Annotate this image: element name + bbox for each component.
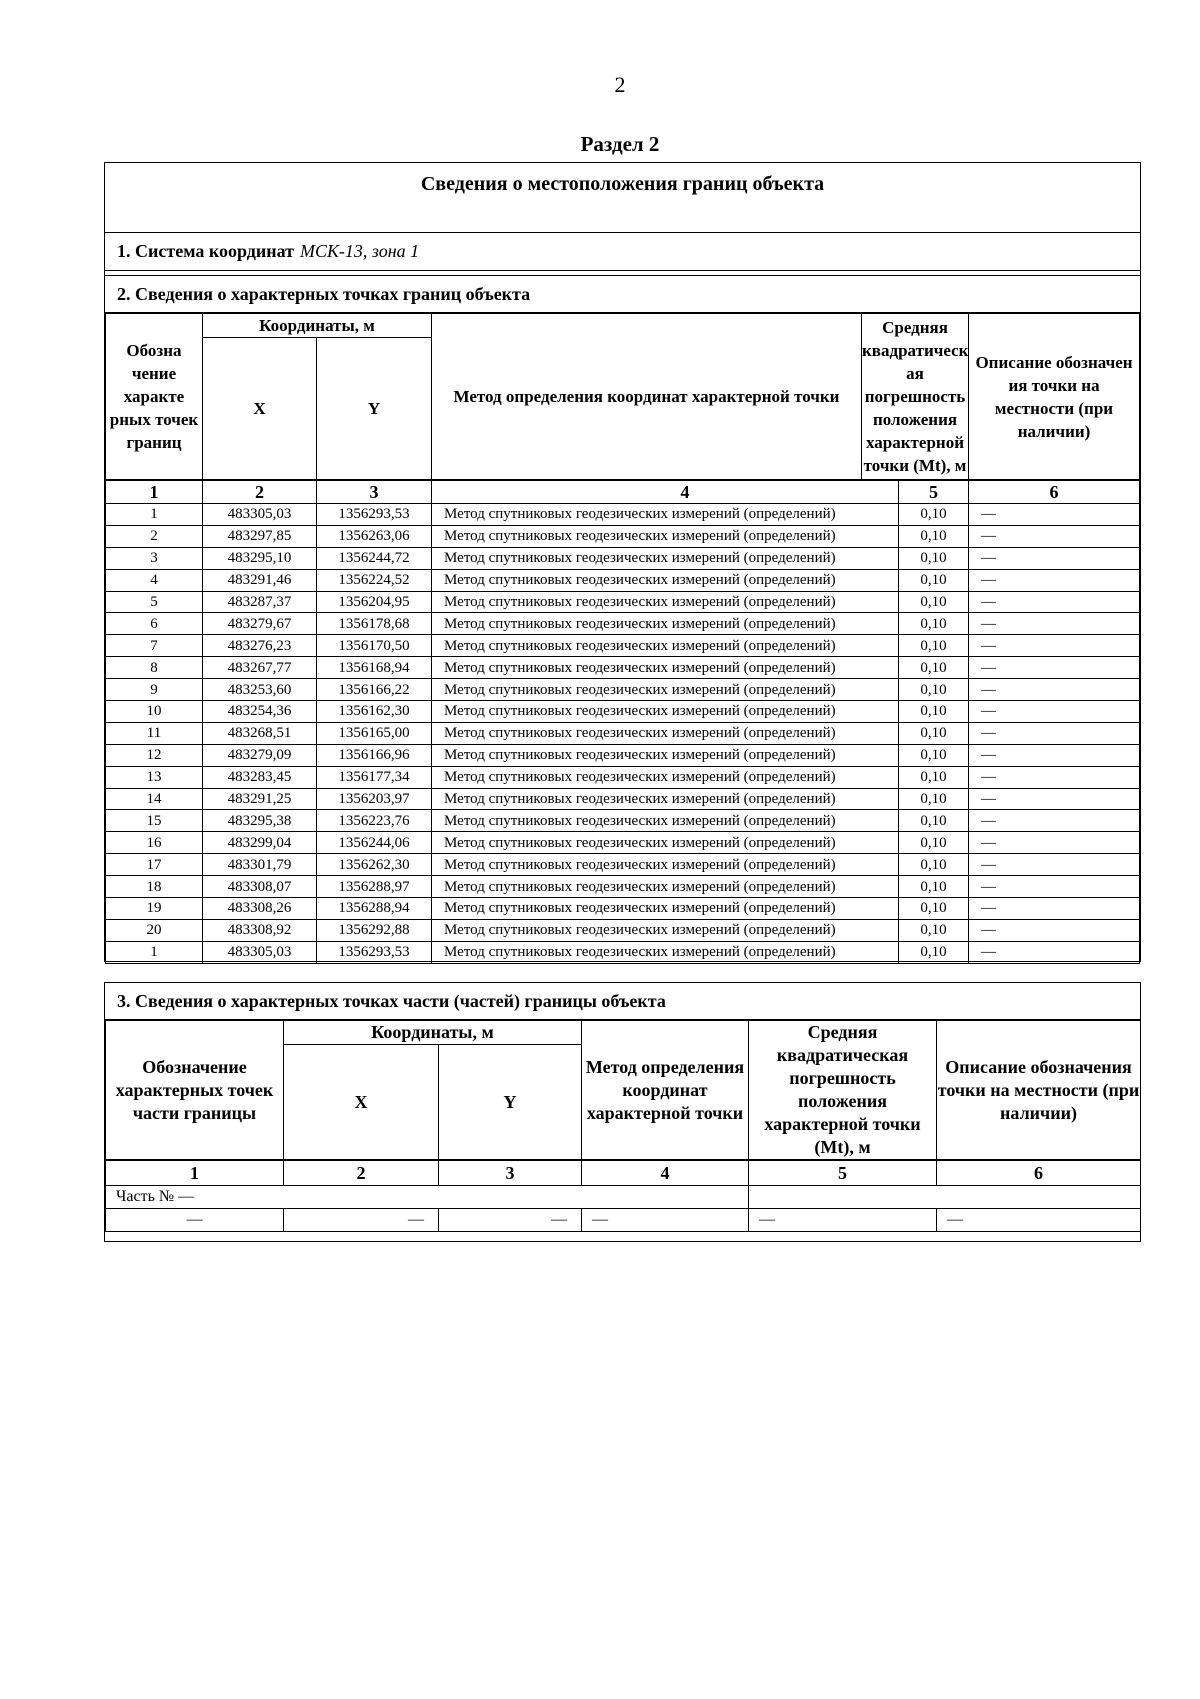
x-coordinate-cell: 483253,60 [203,679,317,701]
part-cell: — [937,1209,1141,1232]
error-cell: 0,10 [899,613,969,635]
table-row [106,679,1140,701]
table-row [106,591,1140,613]
header-method: Метод определения координат характерной точки [432,314,862,481]
y-coordinate-cell: 1356166,22 [317,679,432,701]
method-cell: Метод спутниковых геодезических измерений (определений) [432,657,899,679]
point-number-cell: 17 [106,854,203,876]
error-cell: 0,10 [899,766,969,788]
column-number: 2 [203,480,317,504]
point-number-cell: 19 [106,898,203,920]
y-coordinate-cell: 1356288,94 [317,898,432,920]
description-cell: — [969,591,1140,613]
method-cell: Метод спутниковых геодезических измерений (определений) [432,591,899,613]
method-cell: Метод спутниковых геодезических измерений (определений) [432,832,899,854]
coord-system-line [105,233,1140,271]
y-coordinate-cell: 1356168,94 [317,657,432,679]
column-number: 1 [106,1160,284,1186]
header-description: Описание обозначен ия точки на местности (при наличии) [969,314,1140,481]
x-coordinate-cell: 483308,26 [203,898,317,920]
method-cell: Метод спутниковых геодезических измерений (определений) [432,525,899,547]
part-label-row [106,1186,1141,1209]
error-cell: 0,10 [899,547,969,569]
y-coordinate-cell: 1356170,50 [317,635,432,657]
error-cell: 0,10 [899,854,969,876]
method-cell: Метод спутниковых геодезических измерений (определений) [432,547,899,569]
error-cell: 0,10 [899,744,969,766]
error-cell: 0,10 [899,722,969,744]
y-coordinate-cell: 1356244,06 [317,832,432,854]
error-cell: 0,10 [899,788,969,810]
point-number-cell: 3 [106,547,203,569]
header-error: Средняя квадратическ ая погрешность положения характерной точки (Mt), м [862,314,969,481]
description-cell: — [969,657,1140,679]
x-coordinate-cell: 483279,09 [203,744,317,766]
description-cell: — [969,504,1140,526]
x-coordinate-cell: 483276,23 [203,635,317,657]
column-number: 1 [106,480,203,504]
header-coordinates: Координаты, м [203,314,432,338]
points-section-title [105,275,1140,313]
point-number-cell: 10 [106,701,203,723]
error-cell: 0,10 [899,701,969,723]
method-cell: Метод спутниковых геодезических измерений (определений) [432,744,899,766]
part-label: Часть № — [106,1186,749,1209]
y-coordinate-cell: 1356204,95 [317,591,432,613]
table-row [106,810,1140,832]
y-coordinate-cell: 1356288,97 [317,876,432,898]
table-row [106,876,1140,898]
method-cell: Метод спутниковых геодезических измерений (определений) [432,504,899,526]
part-header-description: Описание обозначения точки на местности (при наличии) [937,1021,1141,1160]
table-row [106,898,1140,920]
method-cell: Метод спутниковых геодезических измерений (определений) [432,613,899,635]
x-coordinate-cell: 483308,07 [203,876,317,898]
point-number-cell: 20 [106,919,203,941]
description-cell: — [969,525,1140,547]
x-coordinate-cell: 483291,46 [203,569,317,591]
parts-section-title-text: 3. Сведения о характерных точках части (частей) границы объекта [117,990,666,1011]
point-number-cell: 14 [106,788,203,810]
table-row [106,701,1140,723]
point-number-cell: 11 [106,722,203,744]
y-coordinate-cell: 1356177,34 [317,766,432,788]
point-number-cell: 18 [106,876,203,898]
y-coordinate-cell: 1356262,30 [317,854,432,876]
x-coordinate-cell: 483305,03 [203,941,317,963]
table-row [106,547,1140,569]
y-coordinate-cell: 1356178,68 [317,613,432,635]
x-coordinate-cell: 483254,36 [203,701,317,723]
parts-section-title [105,983,1140,1021]
method-cell: Метод спутниковых геодезических измерений (определений) [432,635,899,657]
point-number-cell: 7 [106,635,203,657]
column-number: 2 [284,1160,439,1186]
column-number: 3 [439,1160,582,1186]
table-row [106,941,1140,963]
part-cell: — [106,1209,284,1232]
point-number-cell: 2 [106,525,203,547]
coord-system-value: МСК-13, зона 1 [299,241,420,261]
description-cell: — [969,679,1140,701]
method-cell: Метод спутниковых геодезических измерений (определений) [432,788,899,810]
x-coordinate-cell: 483268,51 [203,722,317,744]
description-cell: — [969,898,1140,920]
part-header-designation: Обозначение характерных точек части границы [106,1021,284,1160]
method-cell: Метод спутниковых геодезических измерений (определений) [432,898,899,920]
part-header-method: Метод определения координат характерной точки [582,1021,749,1160]
x-coordinate-cell: 483291,25 [203,788,317,810]
description-cell: — [969,744,1140,766]
method-cell: Метод спутниковых геодезических измерений (определений) [432,701,899,723]
parts-frame [104,982,1141,1242]
description-cell: — [969,788,1140,810]
error-cell: 0,10 [899,525,969,547]
table-row [106,744,1140,766]
point-number-cell: 16 [106,832,203,854]
description-cell: — [969,569,1140,591]
method-cell: Метод спутниковых геодезических измерений (определений) [432,569,899,591]
y-coordinate-cell: 1356162,30 [317,701,432,723]
x-coordinate-cell: 483308,92 [203,919,317,941]
boundary-info-frame [104,162,1141,962]
x-coordinate-cell: 483299,04 [203,832,317,854]
description-cell: — [969,832,1140,854]
error-cell: 0,10 [899,810,969,832]
description-cell: — [969,722,1140,744]
y-coordinate-cell: 1356244,72 [317,547,432,569]
error-cell: 0,10 [899,635,969,657]
x-coordinate-cell: 483295,38 [203,810,317,832]
error-cell: 0,10 [899,504,969,526]
error-cell: 0,10 [899,569,969,591]
point-number-cell: 8 [106,657,203,679]
y-coordinate-cell: 1356203,97 [317,788,432,810]
part-header-x: X [284,1045,439,1161]
table-row [106,613,1140,635]
y-coordinate-cell: 1356293,53 [317,504,432,526]
error-cell: 0,10 [899,832,969,854]
error-cell: 0,10 [899,919,969,941]
description-cell: — [969,919,1140,941]
table-row [106,722,1140,744]
y-coordinate-cell: 1356223,76 [317,810,432,832]
column-number: 4 [582,1160,749,1186]
x-coordinate-cell: 483267,77 [203,657,317,679]
part-header-error: Средняя квадратическая погрешность положения характерной точки (Mt), м [749,1021,937,1160]
part-header-coordinates: Координаты, м [284,1021,582,1045]
point-number-cell: 1 [106,941,203,963]
table-row [106,525,1140,547]
method-cell: Метод спутниковых геодезических измерений (определений) [432,941,899,963]
error-cell: 0,10 [899,898,969,920]
column-number-row [106,480,1140,504]
main-title: Сведения о местоположения границ объекта [105,163,1140,233]
x-coordinate-cell: 483301,79 [203,854,317,876]
table-row [106,832,1140,854]
error-cell: 0,10 [899,876,969,898]
y-coordinate-cell: 1356263,06 [317,525,432,547]
table-row [106,854,1140,876]
table-row [106,788,1140,810]
column-number: 6 [969,480,1140,504]
point-number-cell: 9 [106,679,203,701]
points-table [105,313,1140,964]
column-number: 4 [432,480,899,504]
table-row [106,635,1140,657]
header-y: Y [317,338,432,481]
x-coordinate-cell: 483295,10 [203,547,317,569]
method-cell: Метод спутниковых геодезических измерений (определений) [432,766,899,788]
description-cell: — [969,613,1140,635]
part-label-empty [749,1186,1141,1209]
point-number-cell: 4 [106,569,203,591]
error-cell: 0,10 [899,941,969,963]
y-coordinate-cell: 1356224,52 [317,569,432,591]
point-number-cell: 13 [106,766,203,788]
table-row [106,766,1140,788]
description-cell: — [969,701,1140,723]
column-number: 5 [899,480,969,504]
table-row [106,919,1140,941]
section-title: Раздел 2 [580,132,660,156]
description-cell: — [969,876,1140,898]
y-coordinate-cell: 1356166,96 [317,744,432,766]
part-cell: — [749,1209,937,1232]
x-coordinate-cell: 483287,37 [203,591,317,613]
part-cell: — [439,1209,582,1232]
y-coordinate-cell: 1356292,88 [317,919,432,941]
point-number-cell: 15 [106,810,203,832]
column-number: 3 [317,480,432,504]
method-cell: Метод спутниковых геодезических измерений (определений) [432,722,899,744]
method-cell: Метод спутниковых геодезических измерений (определений) [432,679,899,701]
part-column-number-row [106,1160,1141,1186]
method-cell: Метод спутниковых геодезических измерений (определений) [432,810,899,832]
point-number-cell: 6 [106,613,203,635]
table-row [106,504,1140,526]
error-cell: 0,10 [899,679,969,701]
method-cell: Метод спутниковых геодезических измерений (определений) [432,919,899,941]
method-cell: Метод спутниковых геодезических измерений (определений) [432,854,899,876]
x-coordinate-cell: 483283,45 [203,766,317,788]
column-number: 5 [749,1160,937,1186]
table-row [106,657,1140,679]
part-cell: — [582,1209,749,1232]
error-cell: 0,10 [899,657,969,679]
description-cell: — [969,854,1140,876]
table-row [106,569,1140,591]
x-coordinate-cell: 483305,03 [203,504,317,526]
description-cell: — [969,941,1140,963]
description-cell: — [969,810,1140,832]
page-number: 2 [614,72,626,97]
method-cell: Метод спутниковых геодезических измерений (определений) [432,876,899,898]
coord-system-label: 1. Система координат [117,241,294,261]
description-cell: — [969,766,1140,788]
points-section-title-text: 2. Сведения о характерных точках границ объекта [117,283,531,304]
part-row [106,1209,1141,1232]
y-coordinate-cell: 1356165,00 [317,722,432,744]
y-coordinate-cell: 1356293,53 [317,941,432,963]
header-x: X [203,338,317,481]
parts-table [105,1021,1141,1232]
point-number-cell: 1 [106,504,203,526]
description-cell: — [969,547,1140,569]
part-cell: — [284,1209,439,1232]
part-header-y: Y [439,1045,582,1161]
point-number-cell: 12 [106,744,203,766]
point-number-cell: 5 [106,591,203,613]
column-number: 6 [937,1160,1141,1186]
header-designation: Обозна чение характе рных точек границ [106,314,203,481]
description-cell: — [969,635,1140,657]
error-cell: 0,10 [899,591,969,613]
x-coordinate-cell: 483279,67 [203,613,317,635]
x-coordinate-cell: 483297,85 [203,525,317,547]
